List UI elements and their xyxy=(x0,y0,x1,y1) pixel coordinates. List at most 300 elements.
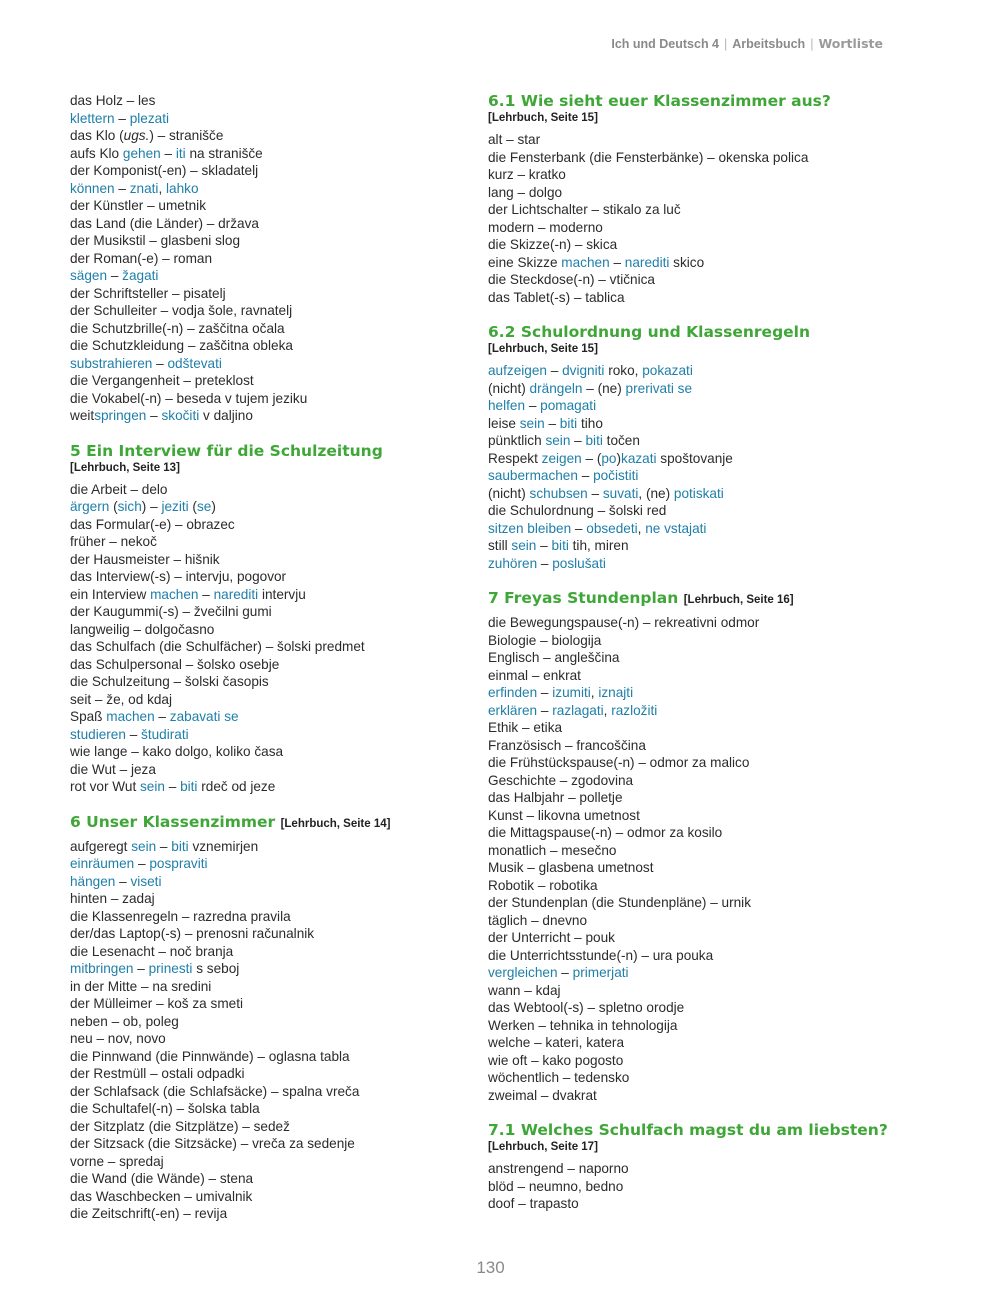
verb-highlight: aufzeigen xyxy=(488,363,547,378)
entry-text: – xyxy=(125,726,142,742)
entry-text: der Sitzsack (die Sitzsäcke) – vreča za sedenje xyxy=(70,1136,355,1151)
verb-highlight: zeigen xyxy=(541,450,582,466)
vocab-entry xyxy=(70,197,470,215)
entry-text: alt – star xyxy=(488,132,541,147)
entry-text: das Interview(-s) – intervju, pogovor xyxy=(70,569,287,584)
entry-text: der Schlafsack (die Schlafsäcke) – spalna vreča xyxy=(70,1083,360,1099)
vocab-entry xyxy=(70,656,470,674)
entry-text: leise xyxy=(488,415,520,431)
verb-highlight: springen xyxy=(94,408,147,423)
entry-text: der Stundenplan (die Stundenpläne) – urnik xyxy=(488,895,752,910)
entry-text: der Künstler – umetnik xyxy=(70,198,207,213)
entry-text: intervju xyxy=(258,586,306,602)
verb-highlight: počistiti xyxy=(593,468,639,483)
entry-text: der Lichtschalter – stikalo za luč xyxy=(488,202,681,217)
entry-text: – xyxy=(133,961,149,976)
entry-text: die Zeitschrift(-en) – revija xyxy=(70,1206,228,1221)
vocab-entry xyxy=(488,1087,908,1105)
vocab-entry xyxy=(488,555,908,573)
entry-text: der Mülleimer – koš za smeti xyxy=(70,996,243,1011)
vocab-entry xyxy=(488,271,908,289)
entry-text: das Tablet(-s) – tablica xyxy=(488,289,625,305)
vocab-entry xyxy=(488,485,908,503)
entry-text: die Fensterbank (die Fensterbänke) – okenska polica xyxy=(488,149,809,165)
entry-text: – xyxy=(546,363,563,378)
entry-text: – ( xyxy=(581,450,602,466)
entry-text: die Vokabel(-n) – beseda v tujem jeziku xyxy=(70,390,308,406)
entry-text: das Schulpersonal – šolsko osebje xyxy=(70,656,280,672)
vocab-entry xyxy=(70,1188,470,1206)
book-title: Ich und Deutsch 4 xyxy=(611,37,720,51)
entry-text: vznemirjen xyxy=(188,838,259,854)
entry-text: – xyxy=(114,180,130,196)
vocab-entry xyxy=(488,184,908,202)
verb-highlight: izumiti xyxy=(552,685,591,700)
entry-text: die Lesenacht – noč branja xyxy=(70,943,234,959)
entry-text: (nicht) xyxy=(488,485,530,501)
entry-text: Ethik – etika xyxy=(488,720,563,735)
entry-text: die Vergangenheit – preteklost xyxy=(70,373,254,388)
entry-text: Robotik – robotika xyxy=(488,877,598,893)
vocab-entry xyxy=(70,778,470,796)
vocab-entry xyxy=(70,302,470,320)
entry-text: welche – kateri, katera xyxy=(488,1035,625,1050)
entry-text: einmal – enkrat xyxy=(488,667,581,683)
vocab-entry xyxy=(488,614,908,632)
vocab-entry xyxy=(488,397,908,415)
verb-highlight: sich xyxy=(117,499,142,514)
vocab-entry xyxy=(70,232,470,250)
vocab-section xyxy=(488,589,908,1104)
entry-text: die Wut – jeza xyxy=(70,761,156,777)
vocab-entry xyxy=(488,520,908,538)
header-section: Wortliste xyxy=(818,36,883,51)
entry-text: – xyxy=(152,355,168,371)
entry-text: ( xyxy=(188,499,197,514)
verb-highlight: mitbringen xyxy=(70,961,134,976)
entry-text: der Sitzplatz (die Sitzplätze) – sedež xyxy=(70,1118,290,1134)
verb-highlight: narediti xyxy=(213,586,259,602)
entry-text: die Schulzeitung – šolski časopis xyxy=(70,674,269,689)
vocab-entry xyxy=(488,824,908,842)
verb-highlight: gehen xyxy=(122,145,161,161)
vocab-entry xyxy=(488,632,908,650)
section-reference: [Lehrbuch, Seite 17] xyxy=(488,1141,598,1153)
entry-text: modern – moderno xyxy=(488,219,603,235)
entry-text: anstrengend – naporno xyxy=(488,1161,629,1176)
entry-text: der Schriftsteller – pisatelj xyxy=(70,285,226,301)
verb-highlight: poslušati xyxy=(552,555,606,571)
verb-highlight: schubsen xyxy=(529,485,588,501)
vocab-entry xyxy=(70,390,470,408)
vocab-entry xyxy=(488,912,908,930)
vocab-entry xyxy=(488,1195,908,1213)
entry-text: Werken – tehnika in tehnologija xyxy=(488,1017,678,1033)
vocab-entry xyxy=(488,1160,908,1178)
left-column xyxy=(70,92,470,1223)
verb-highlight: biti xyxy=(551,538,569,553)
vocab-section xyxy=(70,442,470,796)
verb-highlight: sein xyxy=(545,433,571,448)
entry-text: – xyxy=(525,398,541,413)
section-title-text: 6.2 Schulordnung und Klassenregeln xyxy=(488,323,811,341)
entry-text: vorne – spredaj xyxy=(70,1153,164,1169)
entry-text: , (ne) xyxy=(638,485,674,501)
vocab-section xyxy=(70,813,470,1223)
entry-text: – xyxy=(146,408,162,423)
vocab-section xyxy=(488,323,908,572)
verb-highlight: prerivati se xyxy=(625,380,693,396)
verb-highlight: lahko xyxy=(166,180,199,196)
entry-text: – xyxy=(107,268,123,283)
entry-text: rdeč od jeze xyxy=(197,779,276,794)
vocab-entry xyxy=(488,1034,908,1052)
verb-highlight: jeziti xyxy=(161,499,189,514)
entry-text: – xyxy=(115,873,131,889)
vocab-entry xyxy=(70,145,470,163)
section-title xyxy=(488,1121,908,1140)
entry-text: still xyxy=(488,538,512,553)
vocab-entry xyxy=(488,702,908,720)
entry-text: Musik – glasbena umetnost xyxy=(488,860,654,875)
verb-highlight: biti xyxy=(585,433,603,448)
section-reference: [Lehrbuch, Seite 16] xyxy=(683,594,794,606)
vocab-entry xyxy=(70,162,470,180)
vocab-entry xyxy=(70,180,470,198)
verb-highlight: se xyxy=(196,499,212,514)
entry-text: lang – dolgo xyxy=(488,184,563,200)
vocab-entry xyxy=(70,1153,470,1171)
entry-text: doof – trapasto xyxy=(488,1196,579,1211)
vocab-entry xyxy=(70,92,470,110)
vocab-entry xyxy=(70,551,470,569)
entry-text: früher – nekoč xyxy=(70,534,157,549)
vocab-entry xyxy=(488,684,908,702)
vocab-entry xyxy=(70,908,470,926)
verb-highlight: ärgern xyxy=(70,499,110,514)
vocab-entry xyxy=(488,789,908,807)
verb-highlight: odštevati xyxy=(167,355,222,371)
vocab-entry xyxy=(70,638,470,656)
section-title-text: 7.1 Welches Schulfach magst du am liebsten? xyxy=(488,1121,888,1139)
vocab-entry xyxy=(488,842,908,860)
verb-highlight: biti xyxy=(171,838,189,854)
verb-highlight: pomagati xyxy=(540,398,597,413)
vocab-entry xyxy=(70,250,470,268)
verb-highlight: narediti xyxy=(624,254,670,270)
entry-text: langweilig – dolgočasno xyxy=(70,621,215,637)
entry-text: aufs Klo xyxy=(70,145,123,161)
vocab-entry xyxy=(70,943,470,961)
verb-highlight: machen xyxy=(561,254,610,270)
entry-text: skico xyxy=(669,254,705,270)
vocab-entry xyxy=(488,807,908,825)
vocab-entry xyxy=(488,432,908,450)
entry-text: der/das Laptop(-s) – prenosni računalnik xyxy=(70,926,315,941)
verb-highlight: helfen xyxy=(488,398,526,413)
entry-text: Respekt xyxy=(488,450,542,466)
vocab-entry xyxy=(488,737,908,755)
entry-text: wie lange – kako dolgo, koliko časa xyxy=(70,744,284,759)
section-reference: [Lehrbuch, Seite 14] xyxy=(280,817,391,830)
entry-text: weit xyxy=(70,408,95,423)
entry-text: tiho xyxy=(577,415,603,431)
entry-text: Kunst – likovna umetnost xyxy=(488,807,640,823)
entry-text: roko, xyxy=(604,363,643,378)
vocab-entry xyxy=(70,267,470,285)
entry-text: – xyxy=(154,709,170,724)
verb-highlight: können xyxy=(70,180,115,196)
verb-highlight: sitzen bleiben xyxy=(488,520,572,536)
vocab-entry xyxy=(70,978,470,996)
verb-highlight: prinesti xyxy=(148,961,193,976)
entry-text: das Schulfach (die Schulfächer) – šolski predmet xyxy=(70,639,365,654)
verb-highlight: ne vstajati xyxy=(645,520,707,536)
vocab-entry xyxy=(70,586,470,604)
vocab-entry xyxy=(70,481,470,499)
verb-highlight: viseti xyxy=(130,873,162,889)
entry-text: ) xyxy=(211,499,216,514)
page-number: 130 xyxy=(476,1258,505,1277)
vocab-entry xyxy=(70,1205,470,1223)
entry-text: die Arbeit – delo xyxy=(70,481,168,497)
verb-highlight: znati xyxy=(129,180,159,196)
entry-italic-text: ugs. xyxy=(123,128,150,143)
verb-highlight: biti xyxy=(180,779,198,794)
verb-highlight: hängen xyxy=(70,873,116,889)
entry-text: Geschichte – zgodovina xyxy=(488,772,634,788)
entry-text: neu – nov, novo xyxy=(70,1031,166,1046)
entry-text: die Unterrichtsstunde(-n) – ura pouka xyxy=(488,947,714,963)
entry-text: – xyxy=(577,468,594,483)
entry-text: die Schutzbrille(-n) – zaščitna očala xyxy=(70,320,285,336)
entry-text: die Schutzkleidung – zaščitna obleka xyxy=(70,338,293,353)
verb-highlight: saubermachen xyxy=(488,468,578,483)
entry-text: – xyxy=(544,415,560,431)
entry-text: – xyxy=(557,965,573,980)
verb-highlight: sein xyxy=(511,538,537,553)
entry-text: – xyxy=(198,586,214,602)
vocab-entry xyxy=(70,621,470,639)
section-title xyxy=(488,92,908,111)
entry-text: – xyxy=(587,485,603,501)
vocab-entry xyxy=(488,947,908,965)
vocab-entry xyxy=(488,415,908,433)
vocab-entry xyxy=(70,873,470,891)
verb-highlight: biti xyxy=(559,415,578,431)
vocab-entry xyxy=(70,355,470,373)
verb-highlight: studieren xyxy=(70,726,126,742)
vocab-entry xyxy=(488,964,908,982)
vocab-entry xyxy=(488,999,908,1017)
vocab-entry xyxy=(70,995,470,1013)
verb-highlight: substrahieren xyxy=(70,355,153,371)
section-title xyxy=(488,589,908,610)
vocab-entry xyxy=(488,877,908,895)
vocab-entry xyxy=(70,372,470,390)
entry-text: spoštovanje xyxy=(656,450,733,466)
entry-text: ein Interview xyxy=(70,586,151,602)
verb-highlight: razložiti xyxy=(611,702,658,718)
entry-text: der Komponist(-en) – skladatelj xyxy=(70,163,259,178)
entry-text: Englisch – angleščina xyxy=(488,650,620,665)
entry-text: – xyxy=(536,538,552,553)
entry-text: der Musikstil – glasbeni slog xyxy=(70,233,241,248)
entry-text: – xyxy=(537,555,553,571)
vocab-entry xyxy=(70,838,470,856)
right-column xyxy=(488,92,908,1213)
verb-highlight: suvati xyxy=(602,485,639,501)
section-title-text: 6.1 Wie sieht euer Klassenzimmer aus? xyxy=(488,92,831,110)
verb-highlight: erklären xyxy=(488,702,538,718)
entry-text: die Steckdose(-n) – vtičnica xyxy=(488,272,655,287)
vocab-entry xyxy=(488,467,908,485)
verb-highlight: machen xyxy=(106,709,155,724)
vocab-entry xyxy=(70,568,470,586)
entry-text: die Schultafel(-n) – šolska tabla xyxy=(70,1101,260,1116)
verb-highlight: dvigniti xyxy=(562,363,605,378)
verb-highlight: zuhören xyxy=(488,555,538,571)
verb-highlight: skočiti xyxy=(161,408,200,423)
entry-text: seit – že, od kdaj xyxy=(70,691,173,707)
entry-text: Spaß xyxy=(70,709,107,724)
entry-text: das Holz – les xyxy=(70,93,156,108)
vocab-entry xyxy=(70,533,470,551)
entry-text: , xyxy=(590,685,599,700)
vocab-entry xyxy=(488,982,908,1000)
vocab-entry xyxy=(488,537,908,555)
vocab-entry xyxy=(488,754,908,772)
entry-text: na stranišče xyxy=(185,145,263,161)
vocab-entry xyxy=(70,1013,470,1031)
entry-text: der Hausmeister – hišnik xyxy=(70,551,220,567)
entry-text: , xyxy=(603,702,612,718)
entry-text: das Halbjahr – polletje xyxy=(488,790,623,805)
page-header xyxy=(611,36,883,51)
verb-highlight: plezati xyxy=(129,110,169,126)
vocab-entry xyxy=(488,859,908,877)
vocab-entry xyxy=(70,1118,470,1136)
section-reference: [Lehrbuch, Seite 15] xyxy=(488,343,598,355)
entry-text: zweimal – dvakrat xyxy=(488,1087,597,1103)
vocab-entry xyxy=(488,772,908,790)
vocab-entry xyxy=(70,1065,470,1083)
vocab-entry xyxy=(488,1178,908,1196)
verb-highlight: primerjati xyxy=(572,965,629,980)
section-title xyxy=(70,813,470,834)
entry-text: neben – ob, poleg xyxy=(70,1013,179,1029)
verb-highlight: študirati xyxy=(141,726,189,742)
section-title xyxy=(488,323,908,342)
verb-highlight: kazati xyxy=(621,450,657,466)
entry-text: in der Mitte – na sredini xyxy=(70,978,212,994)
entry-text: s seboj xyxy=(192,961,240,976)
vocab-entry xyxy=(488,201,908,219)
entry-text: das Klo ( xyxy=(70,128,124,143)
entry-text: das Waschbecken – umivalnik xyxy=(70,1188,253,1204)
vocab-entry xyxy=(70,960,470,978)
section-reference: [Lehrbuch, Seite 15] xyxy=(488,112,598,124)
entry-text: – xyxy=(156,838,172,854)
entry-text: – xyxy=(164,779,181,794)
verb-highlight: iznajti xyxy=(598,685,634,700)
vocab-entry xyxy=(488,719,908,737)
vocab-entry xyxy=(70,1030,470,1048)
vocab-entry xyxy=(488,649,908,667)
entry-text: die Bewegungspause(-n) – rekreativni odmor xyxy=(488,615,760,630)
section-title-text: 7 Freyas Stundenplan xyxy=(488,589,679,607)
entry-text: – xyxy=(537,685,553,700)
verb-highlight: erfinden xyxy=(488,685,538,700)
vocab-entry xyxy=(70,516,470,534)
entry-text: točen xyxy=(602,433,640,448)
vocab-entry xyxy=(488,450,908,468)
vocab-entry xyxy=(70,925,470,943)
entry-text: pünktlich xyxy=(488,433,546,448)
verb-highlight: žagati xyxy=(122,268,159,283)
vocab-entry xyxy=(488,667,908,685)
vocab-entry xyxy=(70,1048,470,1066)
verb-highlight: po xyxy=(601,450,617,466)
vocab-entry xyxy=(70,498,470,516)
entry-text: die Skizze(-n) – skica xyxy=(488,237,618,252)
verb-highlight: obsedeti xyxy=(586,520,638,536)
vocab-entry xyxy=(70,110,470,128)
entry-text: – xyxy=(134,856,150,871)
entry-text: (nicht) xyxy=(488,380,530,396)
vocab-entry xyxy=(70,743,470,761)
entry-text: der Roman(-e) – roman xyxy=(70,250,213,266)
vocab-entry xyxy=(488,131,908,149)
vocab-entry xyxy=(70,708,470,726)
vocab-entry xyxy=(70,1135,470,1153)
verb-highlight: pospraviti xyxy=(149,856,208,871)
verb-highlight: iti xyxy=(175,145,186,161)
entry-text: der Unterricht – pouk xyxy=(488,930,615,945)
entry-text: die Mittagspause(-n) – odmor za kosilo xyxy=(488,825,723,840)
entry-text: , xyxy=(158,180,167,196)
vocab-entry xyxy=(70,1170,470,1188)
vocab-entry xyxy=(70,726,470,744)
verb-highlight: zabavati se xyxy=(169,709,239,724)
vocab-entry xyxy=(488,1069,908,1087)
vocab-entry xyxy=(488,1052,908,1070)
entry-text: aufgeregt xyxy=(70,838,132,854)
entry-text: ) xyxy=(616,450,622,466)
entry-text: – xyxy=(160,145,176,161)
entry-text: – xyxy=(537,702,553,718)
entry-text: ) – stranišče xyxy=(149,128,224,143)
entry-text: blöd – neumno, bedno xyxy=(488,1178,624,1194)
verb-highlight: vergleichen xyxy=(488,965,558,980)
entry-text: wie oft – kako pogosto xyxy=(488,1052,624,1068)
verb-highlight: razlagati xyxy=(552,702,604,718)
vocab-entry xyxy=(70,285,470,303)
entry-text: die Frühstückspause(-n) – odmor za malico xyxy=(488,755,750,770)
vocab-entry xyxy=(488,362,908,380)
vocab-entry xyxy=(488,929,908,947)
header-separator: | xyxy=(810,37,814,51)
vocab-entry xyxy=(70,215,470,233)
vocab-entry xyxy=(70,673,470,691)
entry-text: monatlich – mesečno xyxy=(488,842,617,858)
vocab-entry xyxy=(70,603,470,621)
vocab-entry xyxy=(70,890,470,908)
entry-text: – (ne) xyxy=(582,380,626,396)
entry-text: das Formular(-e) – obrazec xyxy=(70,516,235,532)
vocab-entry xyxy=(488,236,908,254)
entry-text: eine Skizze xyxy=(488,254,562,270)
